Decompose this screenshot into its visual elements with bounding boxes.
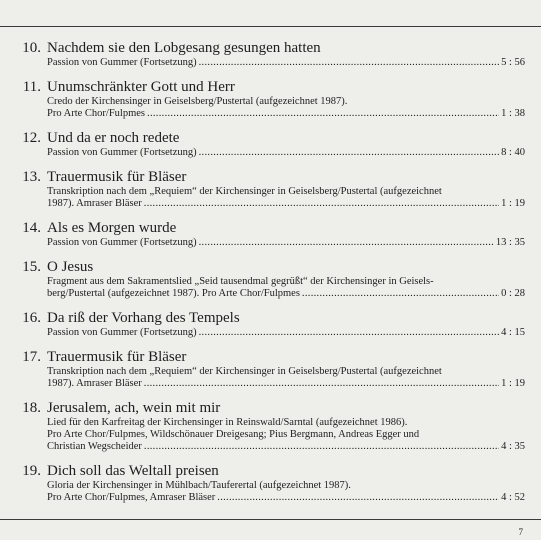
top-rule: [0, 26, 541, 27]
track-item: [0, 220, 541, 249]
track-credit-text: 1987). Amraser Bläser: [47, 198, 142, 209]
track-description-line: Lied für den Karfreitag der Kirchensinger in Reinswald/Sarntal (aufgezeichnet 1986).: [47, 417, 408, 428]
track-body: [47, 349, 525, 390]
dot-leader: [144, 441, 499, 453]
track-body: [47, 310, 525, 339]
track-number: 19.: [22, 463, 41, 479]
dot-leader: [144, 198, 499, 210]
track-item: [0, 169, 541, 210]
track-duration: 1 : 19: [501, 378, 525, 389]
track-credit-line: [47, 108, 525, 120]
track-number: 18.: [22, 400, 41, 416]
track-number: 17.: [22, 349, 41, 365]
track-body: [47, 130, 525, 159]
track-item: [0, 400, 541, 453]
track-title: Jerusalem, ach, wein mit mir: [47, 400, 221, 416]
dot-leader: [147, 108, 499, 120]
track-number: 13.: [22, 169, 41, 185]
track-title: Unumschränkter Gott und Herr: [47, 79, 235, 95]
track-title: Nachdem sie den Lobgesang gesungen hatten: [47, 40, 321, 56]
track-number: 15.: [22, 259, 41, 275]
track-body: [47, 79, 525, 120]
track-credit-text: berg/Pustertal (aufgezeichnet 1987). Pro Arte Chor/Fulpmes: [47, 288, 300, 299]
track-body: [47, 259, 525, 300]
track-credit-text: Christian Wegscheider: [47, 441, 142, 452]
track-description-line: Transkription nach dem „Requiem“ der Kirchensinger in Geiselsberg/Pustertal (aufgezeichnet: [47, 186, 442, 197]
track-credit-text: Passion von Gummer (Fortsetzung): [47, 147, 197, 158]
track-description-line: Gloria der Kirchensinger in Mühlbach/Tauferertal (aufgezeichnet 1987).: [47, 480, 351, 491]
bottom-rule: [0, 519, 541, 520]
track-body: [47, 169, 525, 210]
track-title: O Jesus: [47, 259, 94, 275]
track-duration: 4 : 15: [501, 327, 525, 338]
track-duration: 0 : 28: [501, 288, 525, 299]
track-credit-line: [47, 198, 525, 210]
track-title: Da riß der Vorhang des Tempels: [47, 310, 240, 326]
track-item: [0, 310, 541, 339]
track-credit-text: 1987). Amraser Bläser: [47, 378, 142, 389]
track-number: 11.: [22, 79, 41, 95]
track-credit-text: Pro Arte Chor/Fulpmes: [47, 108, 146, 119]
track-item: [0, 79, 541, 120]
track-duration: 4 : 35: [501, 441, 525, 452]
track-description-line: Pro Arte Chor/Fulpmes, Wildschönauer Dreigesang; Pius Bergmann, Andreas Egger und: [47, 429, 420, 440]
track-credit-text: Passion von Gummer (Fortsetzung): [47, 237, 197, 248]
track-item: [0, 463, 541, 504]
track-item: [0, 349, 541, 390]
track-description-line: Credo der Kirchensinger in Geiselsberg/Pustertal (aufgezeichnet 1987).: [47, 96, 348, 107]
track-credit-line: [47, 492, 525, 504]
track-credit-text: Pro Arte Chor/Fulpmes, Amraser Bläser: [47, 492, 216, 503]
track-list: [0, 40, 541, 514]
track-credit-line: [47, 237, 525, 249]
track-credit-text: Passion von Gummer (Fortsetzung): [47, 327, 197, 338]
track-title: Trauermusik für Bläser: [47, 169, 187, 185]
track-number: 10.: [22, 40, 41, 56]
track-body: [47, 463, 525, 504]
track-description-line: Fragment aus dem Sakramentslied „Seid tausendmal gegrüßt“ der Kirchensinger in Geisels-: [47, 276, 434, 287]
track-credit-line: [47, 288, 525, 300]
track-duration: 1 : 19: [501, 198, 525, 209]
track-title: Und da er noch redete: [47, 130, 180, 146]
track-number: 12.: [22, 130, 41, 146]
dot-leader: [217, 492, 499, 504]
dot-leader: [199, 237, 494, 249]
track-credit-line: [47, 327, 525, 339]
page-number: 7: [518, 527, 523, 537]
track-duration: 4 : 52: [501, 492, 525, 503]
track-title: Trauermusik für Bläser: [47, 349, 187, 365]
track-body: [47, 400, 525, 453]
track-credit-text: Passion von Gummer (Fortsetzung): [47, 57, 197, 68]
track-number: 16.: [22, 310, 41, 326]
track-item: [0, 40, 541, 69]
track-duration: 13 : 35: [495, 237, 525, 248]
dot-leader: [199, 57, 499, 69]
track-body: [47, 40, 525, 69]
track-body: [47, 220, 525, 249]
track-title: Dich soll das Weltall preisen: [47, 463, 219, 479]
track-credit-line: [47, 57, 525, 69]
dot-leader: [199, 147, 499, 159]
track-item: [0, 130, 541, 159]
dot-leader: [199, 327, 499, 339]
track-description-line: Transkription nach dem „Requiem“ der Kirchensinger in Geiselsberg/Pustertal (aufgezeichnet: [47, 366, 442, 377]
track-credit-line: [47, 147, 525, 159]
track-number: 14.: [22, 220, 41, 236]
track-duration: 1 : 38: [501, 108, 525, 119]
track-item: [0, 259, 541, 300]
track-duration: 5 : 56: [501, 57, 525, 68]
dot-leader: [302, 288, 499, 300]
track-title: Als es Morgen wurde: [47, 220, 177, 236]
dot-leader: [144, 378, 499, 390]
track-credit-line: [47, 378, 525, 390]
track-duration: 8 : 40: [501, 147, 525, 158]
track-credit-line: [47, 441, 525, 453]
